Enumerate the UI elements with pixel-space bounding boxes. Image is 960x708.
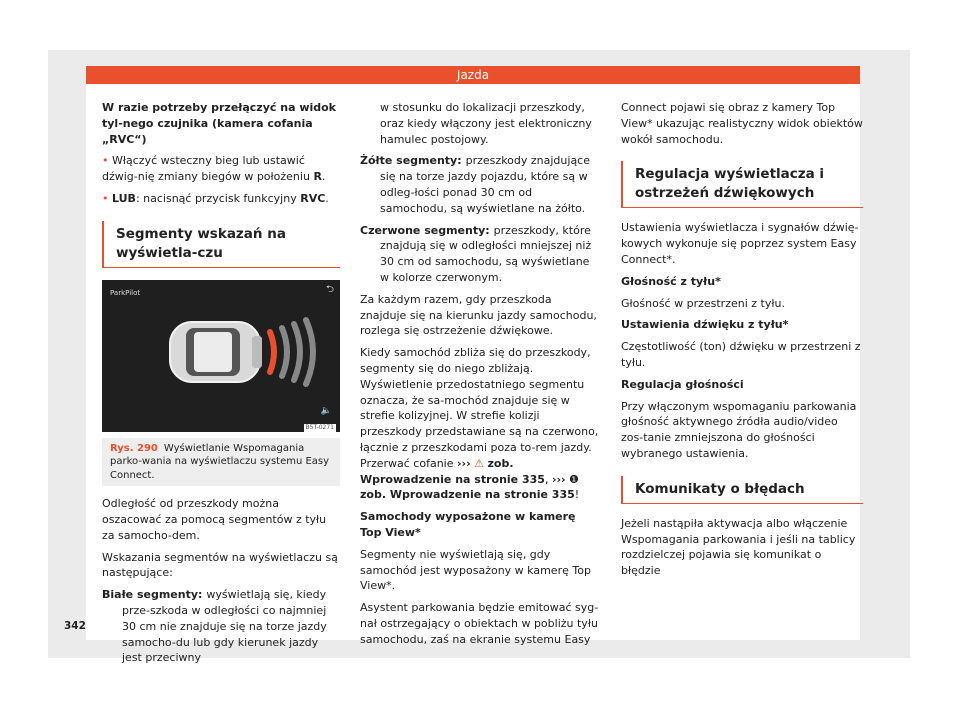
term-red: Czerwone segmenty: przeszkody, które znajdują się w odległości mniejszej niż 30 cm od samochodu, są wyświetlane w kolorze czerwonym. bbox=[360, 223, 592, 284]
distance-segments bbox=[270, 320, 313, 384]
paragraph-warning: Kiedy samochód zbliża się do przeszkody, segmenty się do niego zbliżają. Wyświetlenie przedostatniego segmentu oznacza, że sa-mochód znajduje się w strefie kolizyjnej. W strefie kolizji przeszkody przedstawiane są na czerwono, łącznie z przeszkodami poza to-rem jazdy. Przerwać cofanie ››› ⚠ zob. Wprowadzenie na stronie 335, ››› ❶ zob. Wprowadzenie na stronie 335! bbox=[360, 346, 599, 502]
chapter-header: Jazda bbox=[86, 66, 860, 84]
section-title-display-settings: Regulacja wyświetlacza i ostrzeżeń dźwiękowych bbox=[621, 161, 863, 208]
page-number: 342 bbox=[64, 620, 86, 632]
car-top-view bbox=[102, 280, 340, 432]
subheading: Ustawienia dźwięku z tyłu* bbox=[621, 318, 789, 332]
parkpilot-figure bbox=[102, 280, 340, 432]
note-icon: ❶ bbox=[569, 472, 579, 486]
subheading: Samochody wyposażone w kamerę Top View* bbox=[360, 510, 576, 539]
paragraph: Jeżeli nastąpiła aktywacja albo włączenie Wspomagania parkowania i jeśli na tablicy rozdzielczej pojawia się komunikat o błędzie bbox=[621, 516, 856, 578]
bullet-1: • Włączyć wsteczny bieg lub ustawić dźwig-nię zmiany biegów w położeniu R. bbox=[102, 154, 326, 184]
reference-link[interactable]: zob. Wprowadzenie na stronie 335 bbox=[360, 456, 545, 486]
paragraph: Connect pojawi się obraz z kamery Top View* ukazując realistyczny widok obiektów wokół samochodu. bbox=[621, 101, 863, 146]
term-white: Białe segmenty: wyświetlają się, kiedy prze-szkoda w odległości co najmniej 30 cm nie znajduje się na torze jazdy samocho-du lub gdy kierunek jazdy jest przeciwny bbox=[102, 588, 327, 665]
warning-icon: ⚠ bbox=[474, 456, 484, 470]
subheading: Głośność z tyłu* bbox=[621, 274, 721, 288]
reference-link[interactable]: zob. Wprowadzenie na stronie 335 bbox=[360, 488, 575, 502]
section-title-segments: Segmenty wskazań na wyświetla-czu bbox=[102, 221, 340, 268]
paragraph: Odległość od przeszkody można oszacować za pomocą segmentów z tyłu za samocho-dem. bbox=[102, 497, 327, 542]
paragraph: Głośność w przestrzeni z tyłu. bbox=[621, 296, 785, 310]
paragraph: Częstotliwość (ton) dźwięku w przestrzeni z tyłu. bbox=[621, 340, 861, 369]
bullet-2: • LUB: nacisnąć przycisk funkcyjny RVC. bbox=[102, 191, 329, 205]
paragraph: Wskazania segmentów na wyświetlaczu są następujące: bbox=[102, 550, 338, 580]
paragraph: Asystent parkowania będzie emitować syg-nał ostrzegający o obiektach w pobliżu tyłu samochodu, zaś na ekranie systemu Easy bbox=[360, 601, 599, 646]
parkpilot-label: ParkPilot bbox=[110, 288, 141, 297]
paragraph: Za każdym razem, gdy przeszkoda znajduje się na kierunku jazdy samochodu, rozlega się ostrzeżenie dźwiękowe. bbox=[360, 292, 597, 338]
subheading: Regulacja głośności bbox=[621, 377, 744, 391]
figure-code: B5T-0271 bbox=[305, 423, 334, 431]
intro-heading: W razie potrzeby przełączyć na widok tyl-nego czujnika (kamera cofania „RVC“) bbox=[102, 101, 336, 146]
column-1 bbox=[102, 100, 340, 672]
bullet-icon: • bbox=[102, 154, 109, 168]
bullet-icon: • bbox=[102, 191, 109, 205]
term-yellow: Żółte segmenty: przeszkody znajdujące się na torze jazdy pojazdu, które są w odleg-łości ponad 30 cm od samochodu, są wyświetlane na żółto. bbox=[360, 154, 590, 215]
figure-caption bbox=[102, 438, 340, 487]
car-body bbox=[170, 322, 262, 382]
paragraph: Segmenty nie wyświetlają się, gdy samochód jest wyposażony w kamerę Top View*. bbox=[360, 547, 591, 593]
paragraph: Ustawienia wyświetlacza i sygnałów dźwię-kowych wykonuje się poprzez system Easy Connect*. bbox=[621, 221, 859, 266]
caption-number: Rys. 290 bbox=[110, 442, 158, 454]
column-2 bbox=[360, 100, 600, 654]
column-3 bbox=[621, 100, 863, 585]
term-white-cont: w stosunku do lokalizacji przeszkody, oraz kiedy włączony jest elektroniczny hamulec postojowy. bbox=[380, 101, 592, 146]
back-icon[interactable]: ⮌ bbox=[325, 283, 334, 295]
volume-icon[interactable]: 🔈 bbox=[320, 405, 332, 416]
caption-text: Wyświetlanie Wspomagania parko-wania na wyświetlaczu systemu Easy Connect. bbox=[110, 442, 330, 481]
section-title-errors: Komunikaty o błędach bbox=[621, 476, 863, 504]
paragraph: Przy włączonym wspomaganiu parkowania głośność aktywnego źródła audio/video zos-tanie zmniejszona do głośności wybranego ustawienia. bbox=[621, 399, 857, 460]
